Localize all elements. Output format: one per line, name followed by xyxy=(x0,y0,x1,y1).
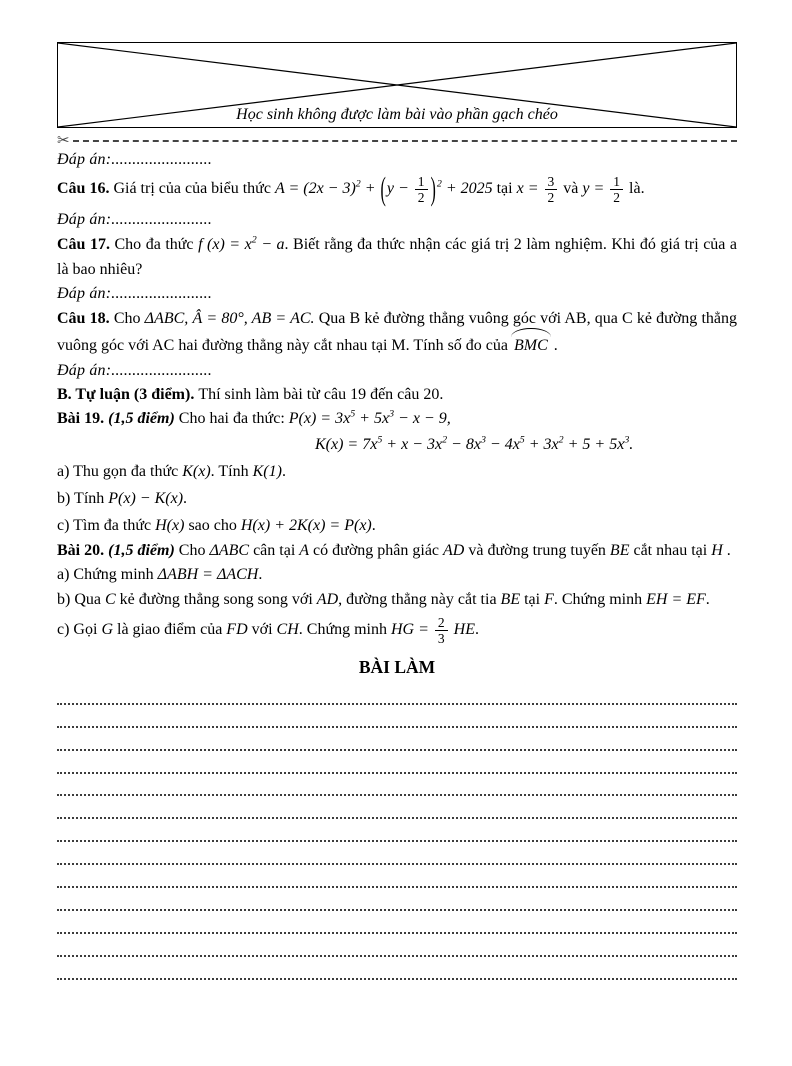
problem-20-part-b: b) Qua C kẻ đường thẳng song song với AD, đường thẳng này cắt tia BE tại F. Chứng minh EH = EF. xyxy=(57,591,710,608)
answer-line xyxy=(57,911,737,934)
cut-line xyxy=(57,132,737,148)
answer-lines xyxy=(57,682,737,980)
problem-19-heading: Bài 19. (1,5 điểm) Cho hai đa thức: $P(x) = 3x^5 + 5x^3 - x - 9$, xyxy=(57,408,451,427)
answer-line xyxy=(57,751,737,774)
problem-19-part-b: b) Tính P(x) − K(x). xyxy=(57,490,188,507)
answer-line xyxy=(57,682,737,705)
work-section-title: BÀI LÀM xyxy=(358,657,436,677)
answer-line xyxy=(57,728,737,751)
scissors-icon: ✂ xyxy=(57,130,70,149)
answer-line xyxy=(57,819,737,842)
answer-line xyxy=(57,865,737,888)
answer-blank-2: Đáp án:........................ xyxy=(57,211,213,228)
crossed-box-caption: Học sinh không được làm bài vào phần gạch chéo xyxy=(236,106,558,123)
section-b-heading: B. Tự luận (3 điểm). Thí sinh làm bài từ câu 19 đến câu 20. xyxy=(57,386,444,403)
answer-blank-1: Đáp án:........................ xyxy=(57,151,213,168)
answer-line xyxy=(57,705,737,728)
answer-line xyxy=(57,888,737,911)
problem-20-part-a: a) Chứng minh ΔABH = ΔACH. xyxy=(57,566,263,583)
problem-20-heading: Bài 20. (1,5 điểm) Cho ΔABC cân tại A có đường phân giác AD và đường trung tuyến BE cắt nhau tại H . xyxy=(57,542,731,559)
answer-blank-3: Đáp án:........................ xyxy=(57,285,213,302)
answer-line xyxy=(57,796,737,819)
problem-19-part-a: a) Thu gọn đa thức K(x). Tính K(1). xyxy=(57,463,286,480)
question-17: Câu 17. Cho đa thức f $(x) = x^2 - a$. Biết rằng đa thức nhận các giá trị 2 làm nghiệm. Khi đó giá trị của a là bao nhiêu? xyxy=(57,234,738,278)
fraction: $\frac{2}{3}$ xyxy=(435,615,448,646)
answer-line xyxy=(57,957,737,980)
problem-20-part-c: c) Gọi G là giao điểm của FD với CH. Chứng minh HG = $\frac{2}{3}$ HE. xyxy=(57,615,479,646)
problem-19-kx-formula: $K(x) = 7x^5 + x - 3x^2 - 8x^3 - 4x^5 + 3x^2 + 5 + 5x^3$. xyxy=(315,434,634,453)
exam-page xyxy=(0,42,792,980)
answer-line xyxy=(57,774,737,797)
question-18: Câu 18. Cho ΔABC, Â = 80°, AB = AC. Qua B kẻ đường thẳng vuông góc với AB, qua C kẻ đường thẳng vuông góc với AC hai đường thẳng này cắt nhau tại M. Tính số đo của BMC . xyxy=(57,306,737,359)
crossed-out-box xyxy=(57,42,737,128)
question-16: Câu 16. Giá trị của của biểu thức $A = (2x - 3)^2 + (y$ − $\frac{1}{2}$ )$^2$ + 2025 tại x = $\frac{3}{2}$ và y = $\frac{1}{2}$ là. xyxy=(57,172,645,208)
cut-dash-line xyxy=(73,140,737,142)
fraction: $\frac{1}{2}$ xyxy=(415,174,428,205)
fraction: $\frac{3}{2}$ xyxy=(545,174,558,205)
fraction: $\frac{1}{2}$ xyxy=(610,174,623,205)
problem-19-part-c: c) Tìm đa thức H(x) sao cho H(x) + 2K(x) = P(x). xyxy=(57,517,376,534)
answer-blank-4: Đáp án:........................ xyxy=(57,362,213,379)
answer-line xyxy=(57,934,737,957)
answer-line xyxy=(57,842,737,865)
